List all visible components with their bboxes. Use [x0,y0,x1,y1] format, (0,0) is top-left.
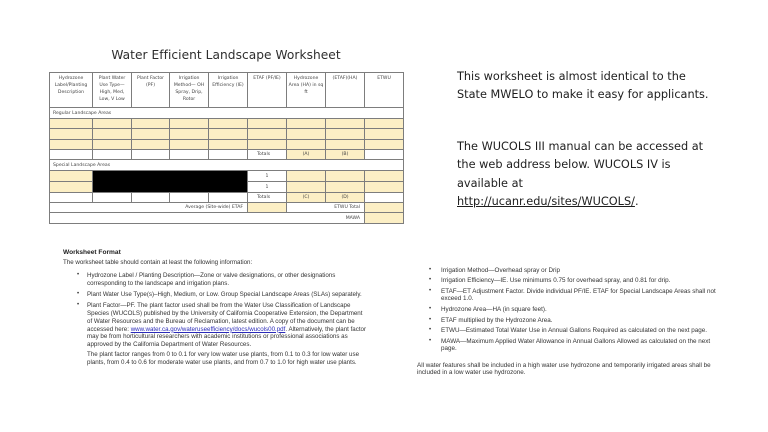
input-cell [93,129,132,140]
bullet-text: MAWA—Maximum Applied Water Allowance in Annual Gallons Allowed as calculated on the next page. [441,338,711,353]
list-item [77,302,369,367]
link-suffix: . [634,194,639,208]
input-cell [50,182,93,193]
header-plant-factor: Plant Factor (PF) [132,73,170,108]
regular-input-row [50,119,404,129]
list-item [429,288,723,303]
average-etaf-label: Average (Site-wide) ETAF [50,203,248,213]
bullet-icon: • [429,327,432,334]
total-b-cell: (B) [326,150,365,160]
input-cell [93,140,132,150]
input-cell [170,129,209,140]
worksheet-format-heading: Worksheet Format [63,249,121,256]
list-item [429,316,723,324]
worksheet-format-intro: The worksheet table should contain at least the following information: [63,259,253,267]
input-cell [326,140,365,150]
header-etwu: ETWU [365,73,404,108]
mawa-label: MAWA [50,213,365,224]
bullet-icon: • [77,302,80,309]
list-item [429,327,723,335]
regular-totals-row [50,150,404,160]
bullet-text: Hydrozone Label / Planting Description—Zone or valve designations, or other designations corresponding to the landscape and irrigation plans. [87,272,336,287]
list-item [77,272,369,288]
bullet-text: ETAF multiplied by the Hydrozone Area. [441,316,553,324]
note-mwelo [457,68,709,105]
input-cell [287,182,326,193]
empty-cell [209,150,248,160]
bullet-text: ETWU—Estimated Total Water Use in Annual Gallons Required as calculated on the next page. [441,327,708,335]
input-cell [365,129,404,140]
header-hydrozone-label: Hydrozone Label/Planting Description [50,73,93,108]
special-totals-row [50,193,404,203]
bullet-text: Plant Water Use Type(s)–High, Medium, or Low. Group Special Landscape Areas (SLAs) separately. [87,291,362,299]
worksheet-table [49,72,404,224]
input-cell [209,140,248,150]
bullet-text: Hydrozone Area—HA (in square feet). [441,305,547,313]
totals-label: Totals [248,150,287,160]
worksheet-format-continued [417,267,723,377]
note-line: This worksheet is almost identical to the [457,70,686,83]
header-irrigation-method: Irrigation Method— OH Spray, Drip, Rotor [170,73,209,108]
input-cell [132,119,170,129]
regular-landscape-areas-label: Regular Landscape Areas [50,108,404,119]
special-etaf-cell: 1 [248,182,287,193]
empty-cell [365,193,404,203]
empty-cell [50,193,93,203]
input-cell [132,140,170,150]
special-landscape-areas-label: Special Landscape Areas [50,160,404,171]
regular-input-row [50,129,404,140]
mawa-row [50,213,404,224]
bullet-icon: • [429,277,432,284]
totals-label: Totals [248,193,287,203]
input-cell [50,140,93,150]
bullet-icon: • [429,305,432,312]
etwu-total-label: ETWU Total [287,203,365,213]
bullet-icon: • [77,272,80,279]
bullet-icon: • [429,316,432,323]
input-cell [287,171,326,182]
special-input-row [50,171,404,182]
total-c-cell: (C) [287,193,326,203]
bullet-icon: • [77,291,80,298]
input-cell [248,140,287,150]
input-cell [326,119,365,129]
note-wucols [457,138,703,211]
empty-cell [50,150,93,160]
input-cell [326,182,365,193]
header-etaf-x-ha: (ETAF)(HA) [326,73,365,108]
bullet-icon: • [429,288,432,295]
input-cell [326,171,365,182]
redacted-block [93,171,248,193]
input-cell [287,140,326,150]
input-cell [326,129,365,140]
empty-cell [170,150,209,160]
header-irrigation-efficiency: Irrigation Efficiency (IE) [209,73,248,108]
total-d-cell: (D) [326,193,365,203]
header-plant-water-use-type: Plant Water Use Type— High, Med, Low, V Low [93,73,132,108]
bullet-icon: • [429,338,432,345]
list-item [429,266,723,274]
list-item [429,277,723,285]
list-item [429,305,723,313]
worksheet-title: Water Efficient Landscape Worksheet [111,48,341,62]
input-cell [287,129,326,140]
empty-cell [209,193,248,203]
input-cell [365,171,404,182]
empty-cell [93,193,132,203]
mawa-cell [365,213,404,224]
input-cell [132,129,170,140]
input-cell [248,119,287,129]
water-features-note: All water features shall be included in a high water use hydrozone and temporarily irrigated areas shall be included in a low water use hydrozone. [417,362,711,377]
note-line: the web address below. WUCOLS IV is [457,158,671,172]
bullet-text: Irrigation Method—Overhead spray or Drip [441,266,560,274]
bullet-text: Plant Factor—PF. The plant factor used shall be from the Water Use Classification of Landscape Species (WUCOLS) published by the University of California Cooperative Extension, the Department of Water Resources and the Bureau of Reclamation, latest edition. A copy of the document can be accessed here: [87,302,363,333]
empty-cell [132,150,170,160]
input-cell [209,129,248,140]
etwu-total-cell [365,203,404,213]
input-cell [50,129,93,140]
input-cell [365,119,404,129]
empty-cell [132,193,170,203]
bullet-icon: • [429,266,432,273]
list-item [77,291,369,299]
header-row [50,73,404,108]
header-hydrozone-area: Hydrozone Area (HA) in sq ft [287,73,326,108]
note-line [457,193,703,211]
regular-input-row [50,140,404,150]
average-etaf-cell [248,203,287,213]
bullet-text: Irrigation Efficiency—IE. Use minimums 0.75 for overhead spray, and 0.81 for drip. [441,277,671,285]
note-line: State MWELO to make it easy for applicants. [457,88,709,102]
empty-cell [365,150,404,160]
format-bullet-list-right [417,267,723,353]
header-etaf: ETAF (PF/IE) [248,73,287,108]
wucols-pdf-link[interactable]: www.water.ca.gov/wateruseefficiency/docs/wucols00.pdf [130,325,286,333]
input-cell [209,119,248,129]
format-bullet-list-left [63,272,369,367]
bullet-text: ETAF—ET Adjustment Factor. Divide individual PF/IE. ETAF for Special Landscape Areas shall not exceed 1.0. [441,288,716,303]
input-cell [248,129,287,140]
bullet-text: . Alternatively, the plant factor may be from horticultural researchers with academic institutions or professional associations as approved by the California Department of Water Resources. [87,325,367,349]
empty-cell [170,193,209,203]
input-cell [287,119,326,129]
total-a-cell: (A) [287,150,326,160]
input-cell [93,119,132,129]
note-line: The WUCOLS III manual can be accessed at [457,140,704,153]
input-cell [50,171,93,182]
empty-cell [93,150,132,160]
note-line: available at [457,176,523,190]
input-cell [365,140,404,150]
wucols-link[interactable]: http://ucanr.edu/sites/WUCOLS/ [457,194,635,208]
input-cell [365,182,404,193]
input-cell [50,119,93,129]
average-etaf-row [50,203,404,213]
special-etaf-cell: 1 [248,171,287,182]
input-cell [170,119,209,129]
input-cell [170,140,209,150]
plant-factor-ranges: The plant factor ranges from 0 to 0.1 for very low water use plants, from 0.1 to 0.3 for low water use plants, from 0.4 to 0.6 for moderate water use plants, and from 0.7 to 1.0 for high water use plants. [87,351,360,367]
list-item [429,338,723,353]
worksheet-format-section [63,249,367,367]
